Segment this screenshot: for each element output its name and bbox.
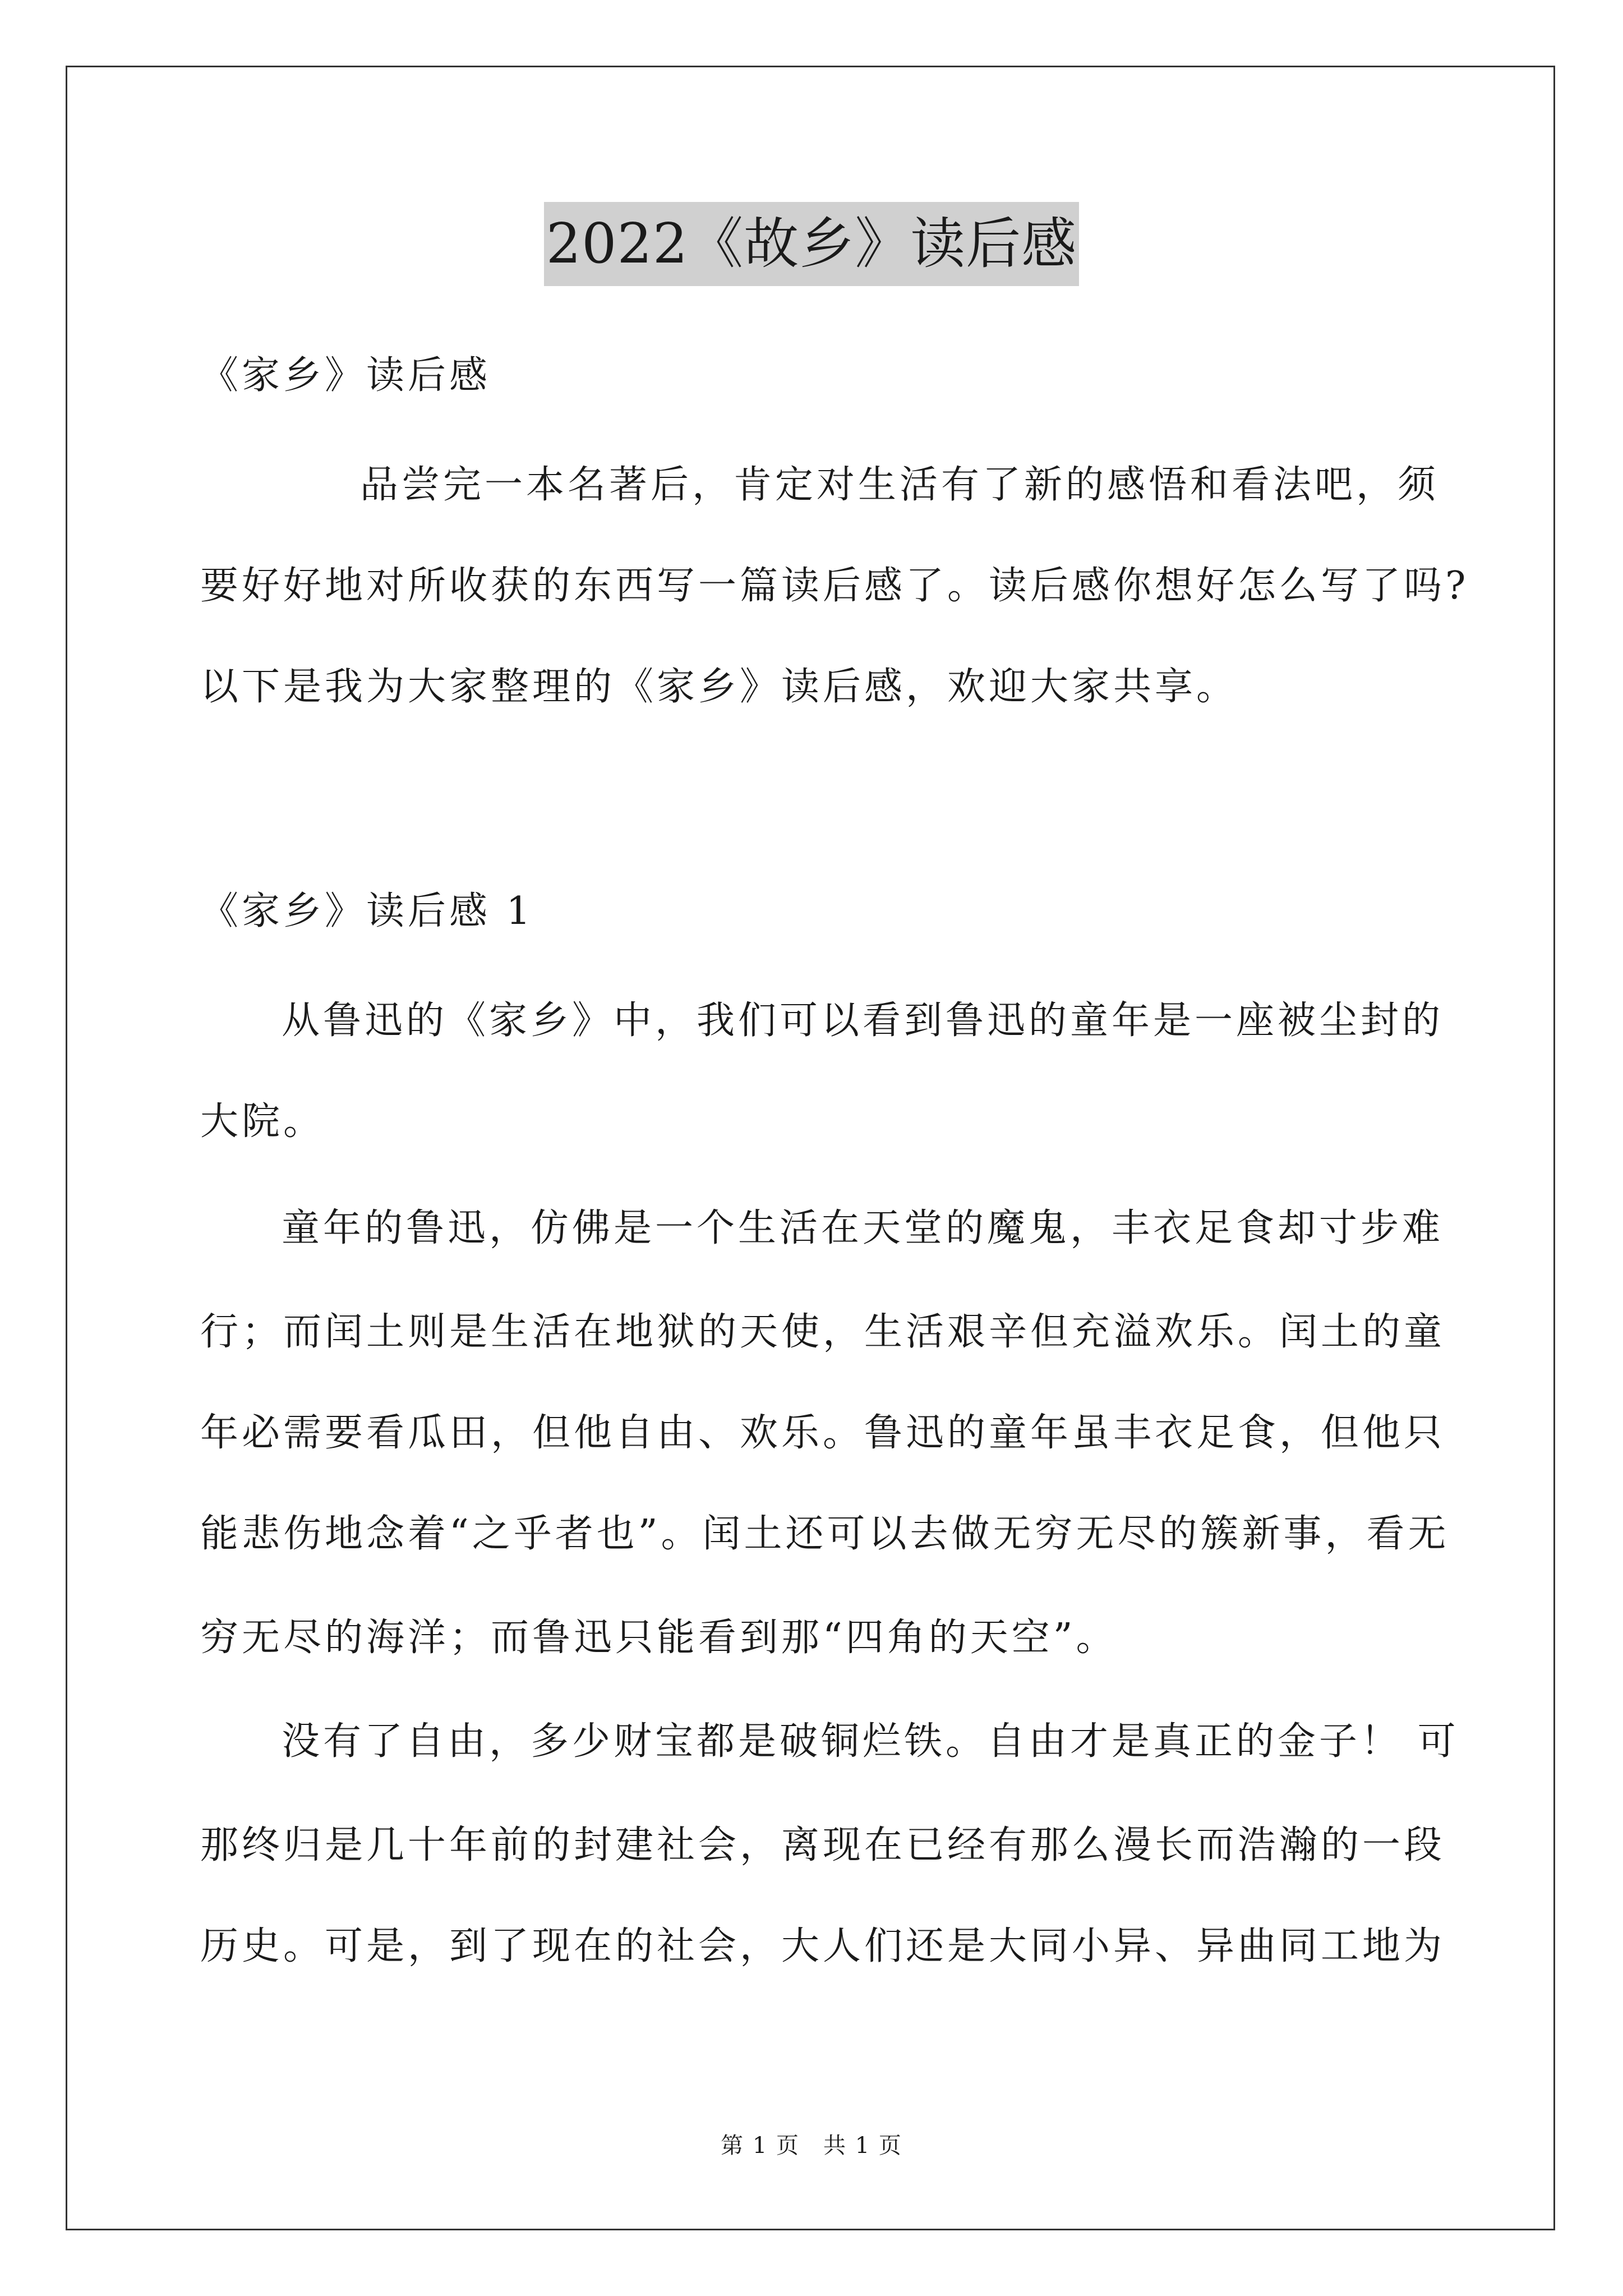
subtitle: 《家乡》读后感 [200,353,491,398]
document-title: 2022《故乡》读后感 [544,202,1079,286]
body-line: 穷无尽的海洋；而鲁迅只能看到那“四角的天空”。 [200,1616,1118,1660]
body-line: 年必需要看瓜田，但他自由、欢乐。鲁迅的童年虽丰衣足食，但他只 [200,1411,1446,1455]
page-number-footer: 第 1 页 共 1 页 [721,2133,902,2159]
body-line: 行；而闰土则是生活在地狱的天使，生活艰辛但充溢欢乐。闰土的童 [200,1310,1446,1354]
section-heading: 《家乡》读后感 1 [200,889,534,933]
body-line: 从鲁迅的《家乡》中，我们可以看到鲁迅的童年是一座被尘封的 [282,999,1444,1043]
body-line: 能悲伤地念着“之乎者也”。闰土还可以去做无穷无尽的簇新事，看无 [200,1512,1450,1556]
body-line: 历史。可是，到了现在的社会，大人们还是大同小异、异曲同工地为 [200,1924,1446,1968]
body-line: 那终归是几十年前的封建社会，离现在已经有那么漫长而浩瀚的一段 [200,1823,1446,1867]
intro-line: 品尝完一本名著后，肯定对生活有了新的感悟和看法吧，须 [360,463,1440,507]
body-line: 没有了自由，多少财宝都是破铜烂铁。自由才是真正的金子！ 可 [282,1719,1459,1764]
intro-line: 以下是我为大家整理的《家乡》读后感，欢迎大家共享。 [200,665,1238,709]
intro-line: 要好好地对所收获的东西写一篇读后感了。读后感你想好怎么写了吗? [200,564,1469,608]
body-line: 童年的鲁迅，仿佛是一个生活在天堂的魔鬼，丰衣足食却寸步难 [282,1206,1444,1250]
title-container [0,202,1623,286]
body-line: 大院。 [200,1099,325,1144]
